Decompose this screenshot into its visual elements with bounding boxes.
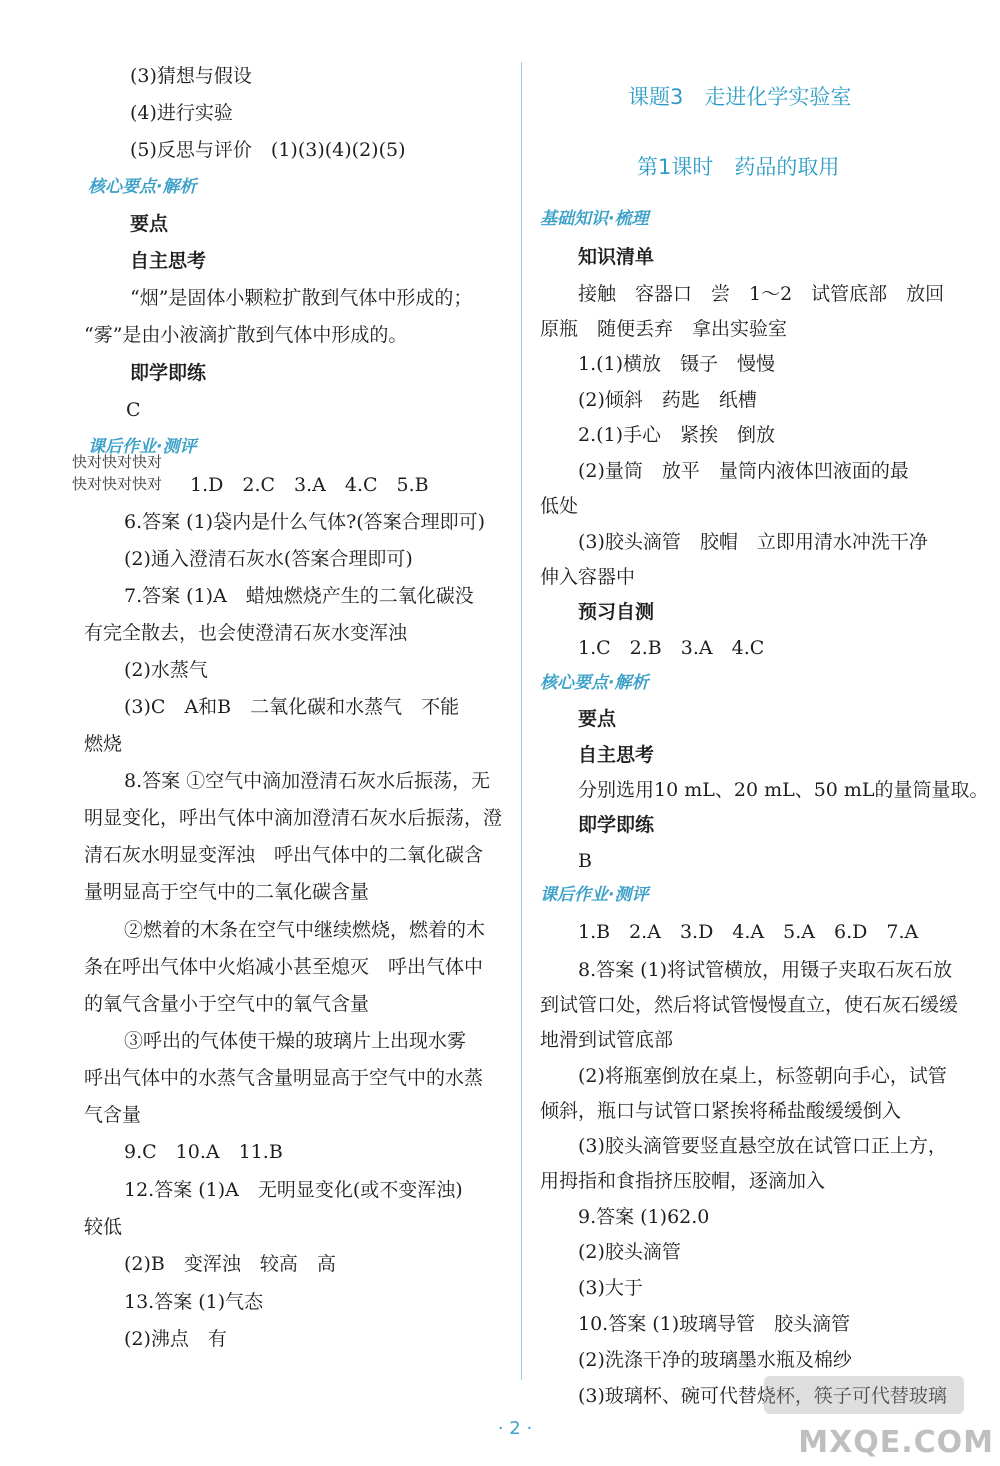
subheading: 要点 [130,213,169,235]
text-line: “烟”是固体小颗粒扩散到气体中形成的； [130,287,473,309]
text-line: 有完全散去，也会使澄清石灰水变浑浊 [84,622,408,644]
page-number: · 2 · [497,1418,533,1439]
answer-line: 6.答案 (1)袋内是什么气体?(答案合理即可) [124,511,486,533]
text-line: 呼出气体中的水蒸气含量明显高于空气中的水蒸 [84,1067,484,1089]
text-line: (3)胶头滴管 胶帽 立即用清水冲洗干净 [578,531,928,553]
answer-line: 9.答案 (1)62.0 [578,1206,710,1228]
text-line: 燃烧 [84,733,123,755]
text-line: (2)B 变浑浊 较高 高 [124,1253,336,1275]
text-line: 低处 [540,495,579,517]
overlay-note: 快对快对快对 [72,453,163,471]
subheading: 自主思考 [130,250,207,272]
text-line: (3)胶头滴管要竖直悬空放在试管口正上方， [578,1135,947,1157]
text-line: (2)胶头滴管 [578,1241,681,1263]
text-line: (2)量筒 放平 量筒内液体凹液面的最 [578,460,909,482]
section-heading: 核心要点·解析 [88,177,197,197]
section-heading: 课后作业·测评 [88,437,197,457]
text-line: 明显变化，呼出气体中滴加澄清石灰水后振荡，澄 [84,807,503,829]
lesson-title: 第1课时 药品的取用 [637,155,840,179]
text-line: 2.(1)手心 紧挨 倒放 [578,424,776,446]
topic-title: 课题3 走进化学实验室 [628,85,852,109]
subheading: 即学即练 [130,362,207,384]
text-line: 用拇指和食指挤压胶帽，逐滴加入 [540,1170,826,1192]
text-line: (2)沸点 有 [124,1328,227,1350]
text-line: (4)进行实验 [130,102,233,124]
text-line: (3)大于 [578,1277,643,1299]
subheading: 知识清单 [578,246,655,268]
answer-line: 7.答案 (1)A 蜡烛燃烧产生的二氧化碳没 [124,585,474,607]
column-divider [521,62,522,1380]
text-line: (3)玻璃杯、碗可代替烧杯，筷子可代替玻璃 [578,1385,947,1407]
subheading: 要点 [578,708,617,730]
answer-line: 10.答案 (1)玻璃导管 胶头滴管 [578,1313,851,1335]
subheading: 即学即练 [578,814,655,836]
text-line: 分别选用10 mL、20 mL、50 mL的量筒量取。 [578,779,989,801]
section-heading: 课后作业·测评 [540,885,649,905]
text-line: 的氧气含量小于空气中的氧气含量 [84,993,370,1015]
text-line: 1.(1)横放 镊子 慢慢 [578,353,776,375]
subheading: 预习自测 [578,601,655,623]
text-line: 条在呼出气体中火焰减小甚至熄灭 呼出气体中 [84,956,484,978]
text-line: 气含量 [84,1104,142,1126]
text-line: (3)猜想与假设 [130,65,252,87]
text-line: 接触 容器口 尝 1～2 试管底部 放回 [578,283,945,305]
text-line: C [126,399,141,421]
watermark: MXQE.COM [798,1425,994,1460]
section-heading: 核心要点·解析 [540,673,649,693]
answer-line: 8.答案 (1)将试管横放，用镊子夹取石灰石放 [578,959,953,981]
text-line: 清石灰水明显变浑浊 呼出气体中的二氧化碳含 [84,844,484,866]
text-line: 量明显高于空气中的二氧化碳含量 [84,881,370,903]
answer-line: 9.C 10.A 11.B [124,1141,283,1163]
answer-line: 1.C 2.B 3.A 4.C [578,637,765,659]
text-line: B [578,850,592,872]
text-line: (2)将瓶塞倒放在桌上，标签朝向手心，试管 [578,1065,947,1087]
text-line: “雾”是由小液滴扩散到气体中形成的。 [84,324,408,346]
text-line: (2)水蒸气 [124,659,208,681]
answer-line: 13.答案 (1)气态 [124,1291,264,1313]
text-line: 到试管口处，然后将试管慢慢直立，使石灰石缓缓 [540,994,959,1016]
text-line: 原瓶 随便丢弃 拿出实验室 [540,318,788,340]
watermark-logo [764,1376,964,1414]
overlay-note: 快对快对快对 [72,475,163,493]
answer-line: 8.答案 ①空气中滴加澄清石灰水后振荡，无 [124,770,491,792]
text-line: 倾斜，瓶口与试管口紧挨将稀盐酸缓缓倒入 [540,1100,902,1122]
text-line: (5)反思与评价 (1)(3)(4)(2)(5) [130,139,406,161]
section-heading: 基础知识·梳理 [540,209,649,229]
text-line: ③呼出的气体使干燥的玻璃片上出现水雾 [124,1030,467,1052]
subheading: 自主思考 [578,744,655,766]
text-line: 伸入容器中 [540,566,636,588]
answer-line: 1.B 2.A 3.D 4.A 5.A 6.D 7.A [578,921,919,943]
text-line: (3)C A和B 二氧化碳和水蒸气 不能 [124,696,460,718]
answer-line: 12.答案 (1)A 无明显变化(或不变浑浊) [124,1179,463,1201]
text-line: (2)洗涤干净的玻璃墨水瓶及棉纱 [578,1349,852,1371]
text-line: (2)通入澄清石灰水(答案合理即可) [124,548,413,570]
text-line: 地滑到试管底部 [540,1029,674,1051]
text-line: ②燃着的木条在空气中继续燃烧，燃着的木 [124,919,486,941]
text-line: 较低 [84,1216,123,1238]
answer-line: 1.D 2.C 3.A 4.C 5.B [190,474,429,496]
text-line: (2)倾斜 药匙 纸槽 [578,389,757,411]
